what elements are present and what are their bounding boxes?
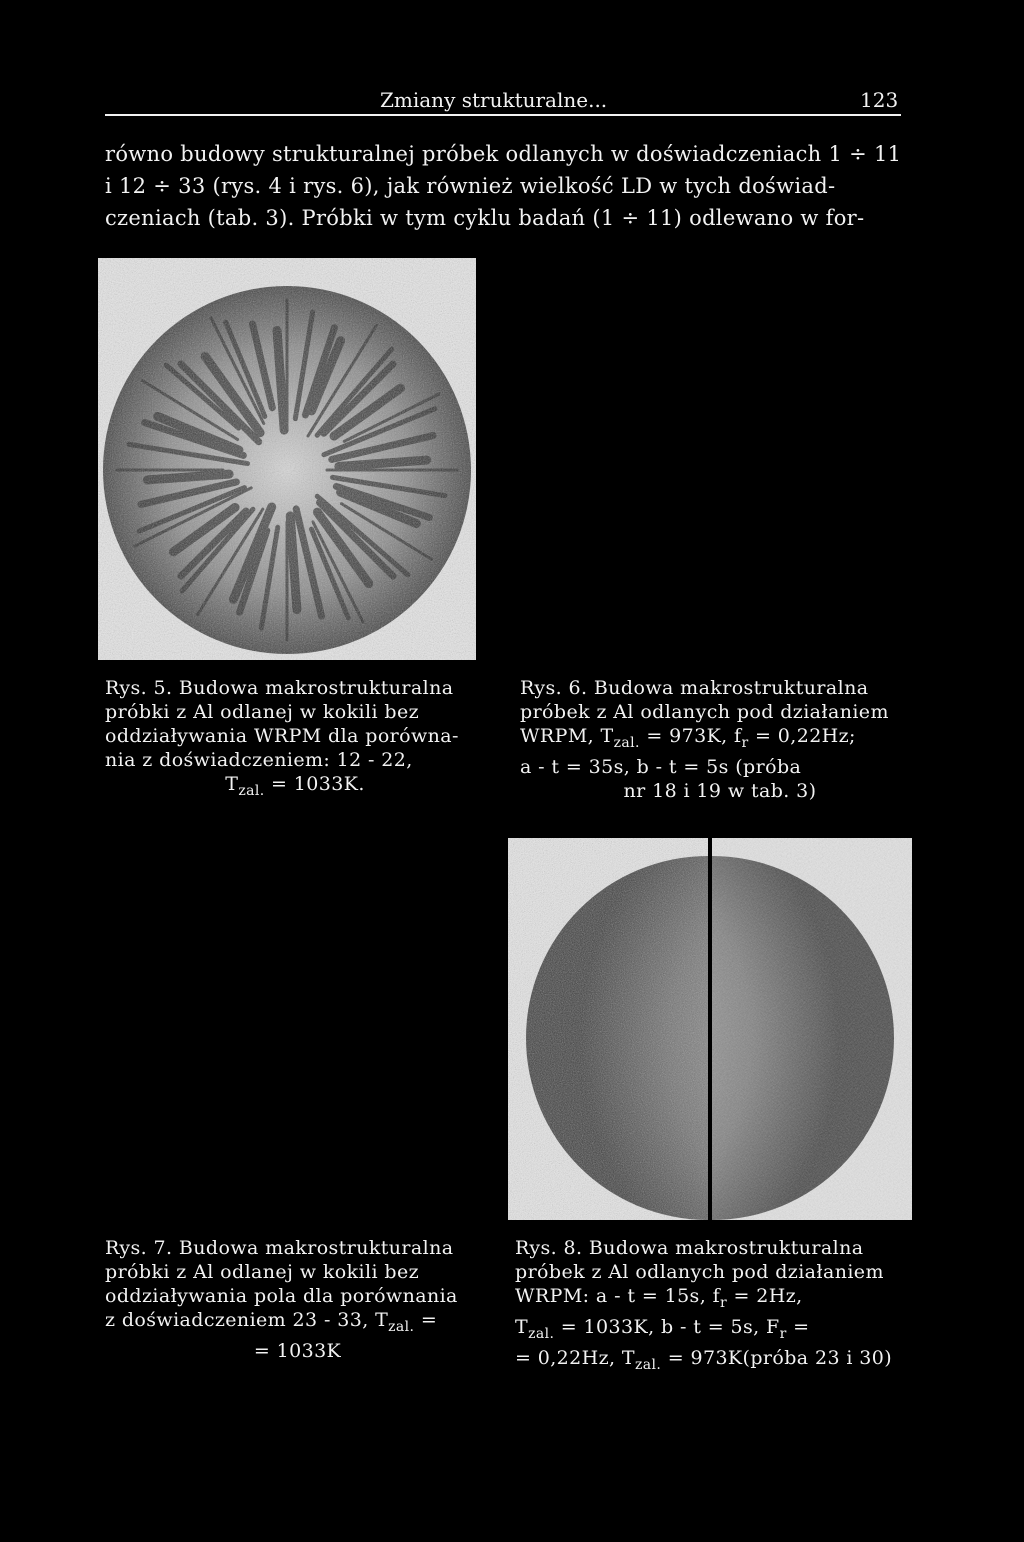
figure-8-caption	[515, 1236, 930, 1376]
caption-line: próbek z Al odlanych pod działaniem	[520, 701, 889, 723]
subscript: r	[779, 1325, 787, 1342]
body-line: równo budowy strukturalnej próbek odlanych w doświadczeniach 1 ÷ 11	[105, 142, 902, 166]
caption-text: = 0,22Hz, T	[515, 1346, 635, 1369]
figure-6-label: Rys. 6.	[520, 677, 588, 699]
body-paragraph	[105, 138, 905, 234]
running-header-title: Zmiany strukturalne...	[380, 88, 608, 112]
caption-line: próbki z Al odlanej w kokili bez	[105, 1261, 420, 1283]
caption-text: T	[515, 1315, 529, 1338]
caption-line: Budowa makrostrukturalna	[178, 1237, 454, 1259]
figure-6-caption	[520, 676, 920, 803]
figure-5-label: Rys. 5.	[105, 677, 173, 699]
caption-line: nr 18 i 19 w tab. 3)	[623, 779, 817, 802]
subscript: r	[741, 734, 749, 751]
caption-text: = 973K, f	[639, 725, 742, 747]
caption-text: z doświadczeniem 23 - 33, T	[105, 1309, 389, 1331]
caption-line: = 1033K	[253, 1339, 342, 1362]
caption-text: = 0,22Hz;	[748, 725, 856, 747]
temp-symbol: T	[225, 773, 239, 795]
figure-8-macrostructure-photo	[712, 838, 912, 1220]
temp-subscript: zal.	[238, 782, 265, 799]
caption-line: próbek z Al odlanych pod działaniem	[515, 1261, 884, 1283]
caption-text: = 1033K, b - t = 5s, F	[554, 1315, 780, 1338]
page-number: 123	[860, 88, 899, 112]
subscript: zal.	[528, 1325, 555, 1342]
temp-value: = 1033K.	[264, 773, 365, 795]
caption-line: Budowa makrostrukturalna	[588, 1237, 864, 1259]
caption-text: WRPM, T	[520, 725, 614, 747]
figure-7-label: Rys. 7.	[105, 1237, 173, 1259]
header-rule	[105, 114, 901, 116]
caption-text: = 973K(próba 23 i 30)	[661, 1346, 893, 1369]
figure-8-label: Rys. 8.	[515, 1237, 583, 1259]
caption-text: =	[414, 1309, 438, 1331]
subscript: zal.	[613, 734, 640, 751]
subscript: zal.	[635, 1356, 662, 1373]
caption-line: próbki z Al odlanej w kokili bez	[105, 701, 420, 723]
figure-5-caption	[105, 676, 485, 803]
caption-line: nia z doświadczeniem: 12 - 22,	[105, 749, 413, 771]
figure-5-macrostructure-photo	[98, 258, 476, 660]
figure-7-macrostructure-photo	[508, 838, 708, 1220]
body-line: i 12 ÷ 33 (rys. 4 i rys. 6), jak również wielkość LD w tych doświad-	[105, 174, 836, 198]
figure-7-caption	[105, 1236, 490, 1363]
caption-line: Budowa makrostrukturalna	[178, 677, 454, 699]
caption-line: oddziaływania WRPM dla porówna-	[105, 725, 459, 747]
caption-text: = 2Hz,	[727, 1285, 803, 1307]
caption-line: oddziaływania pola dla porównania	[105, 1285, 458, 1307]
subscript: zal.	[388, 1318, 415, 1335]
caption-text: =	[786, 1315, 810, 1338]
body-line: czeniach (tab. 3). Próbki w tym cyklu badań (1 ÷ 11) odlewano w for-	[105, 206, 865, 230]
subscript: r	[720, 1294, 728, 1311]
caption-line: Budowa makrostrukturalna	[593, 677, 869, 699]
caption-text: WRPM: a - t = 15s, f	[515, 1285, 721, 1307]
caption-line: a - t = 35s, b - t = 5s (próba	[520, 755, 802, 778]
